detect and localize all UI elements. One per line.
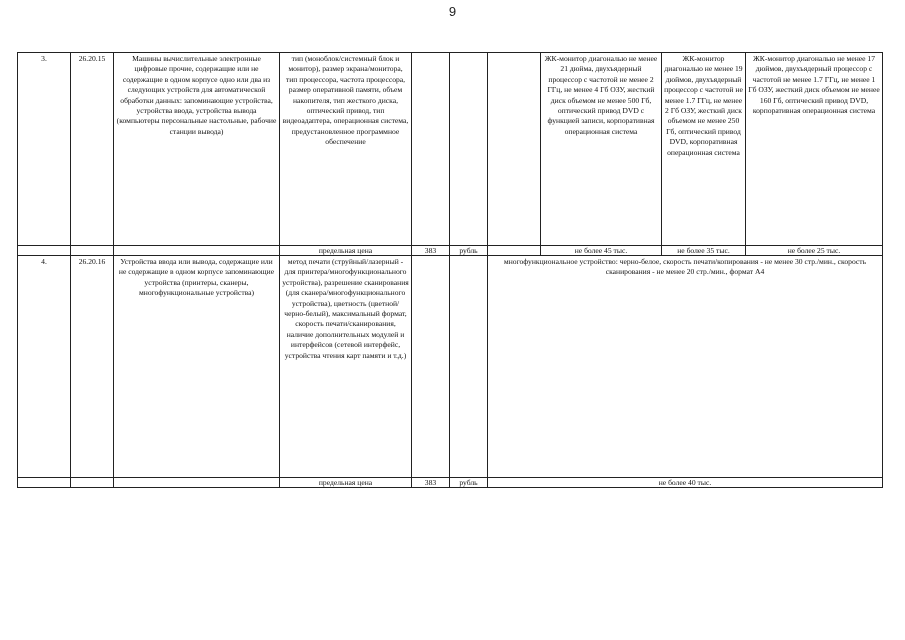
page-number: 9: [448, 4, 457, 19]
price-okei-code: 383: [412, 246, 450, 256]
table-row-price: [18, 246, 883, 256]
price-value-3: не более 25 тыс.: [746, 246, 883, 256]
okpd-code: 26.20.15: [71, 53, 114, 246]
value-group-3: ЖК-монитор диагональю не менее 17 дюймов, двухъядерный процессор с частотой не менее 1.7 ГГц, не менее 1 Гб ОЗУ, жесткий диск объемом не менее 160 Гб, оптический привод DVD, корпоративная операционная система: [746, 53, 883, 246]
item-name: Машины вычислительные электронные цифровые прочие, содержащие или не содержащие в одном корпусе одно или два из следующих устройств для автоматической обработки данных: запоминающие устройства, устройства ввода, устройства вывода (компьютеры персональные настольные, рабочие станции вывода): [114, 53, 280, 246]
unit-cell: [450, 53, 488, 246]
price-label: предельная цена: [280, 478, 412, 488]
row-number: 3.: [18, 53, 71, 246]
characteristics: метод печати (струйный/лазерный - для принтера/многофункционального устройства), разрешение сканирования (для сканера/многофункционального устройства), цветность (цветной/черно-белый), максимальный формат, скорость печати/сканирования, наличие дополнительных модулей и интерфейсов (сетевой интерфейс, устройства чтения карт памяти и т.д.): [280, 256, 412, 478]
price-value-1: не более 45 тыс.: [541, 246, 662, 256]
price-unit: рубль: [450, 246, 488, 256]
table-row-price: [18, 478, 883, 488]
value-merged: многофункциональное устройство: черно-белое, скорость печати/копирования - не менее 30 стр./мин., скорость сканирования - не менее 20 стр./мин., формат А4: [488, 256, 883, 478]
price-okei-code: 383: [412, 478, 450, 488]
table-row: [18, 256, 883, 478]
price-value-merged: не более 40 тыс.: [488, 478, 883, 488]
normative-table: [17, 52, 883, 488]
price-unit: рубль: [450, 478, 488, 488]
table-row: [18, 53, 883, 246]
value-group-1: ЖК-монитор диагональю не менее 21 дюйма, двухъядерный процессор с частотой не менее 2 ГГц, не менее 4 Гб ОЗУ, жесткий диск объемом не менее 500 Гб, оптический привод DVD с функцией записи, корпоративная операционная система: [541, 53, 662, 246]
okpd-code: 26.20.16: [71, 256, 114, 478]
item-name: Устройства ввода или вывода, содержащие или не содержащие в одном корпусе запоминающие устройства (принтеры, сканеры, многофункциональные устройства): [114, 256, 280, 478]
okei-code-cell: [412, 256, 450, 478]
characteristics: тип (моноблок/системный блок и монитор), размер экрана/монитора, тип процессора, частота процессора, размер оперативной памяти, объем накопителя, тип жесткого диска, оптический привод, тип видеоадаптера, операционная система, предустановленное программное обеспечение: [280, 53, 412, 246]
price-value-2: не более 35 тыс.: [662, 246, 746, 256]
price-label: предельная цена: [280, 246, 412, 256]
row-number: 4.: [18, 256, 71, 478]
spacer-cell: [488, 53, 541, 246]
unit-cell: [450, 256, 488, 478]
value-group-2: ЖК-монитор диагональю не менее 19 дюймов, двухъядерный процессор с частотой не менее 1.7 ГГц, не менее 2 Гб ОЗУ, жесткий диск объемом не менее 250 Гб, оптический привод DVD, корпоративная операционная система: [662, 53, 746, 246]
okei-code-cell: [412, 53, 450, 246]
